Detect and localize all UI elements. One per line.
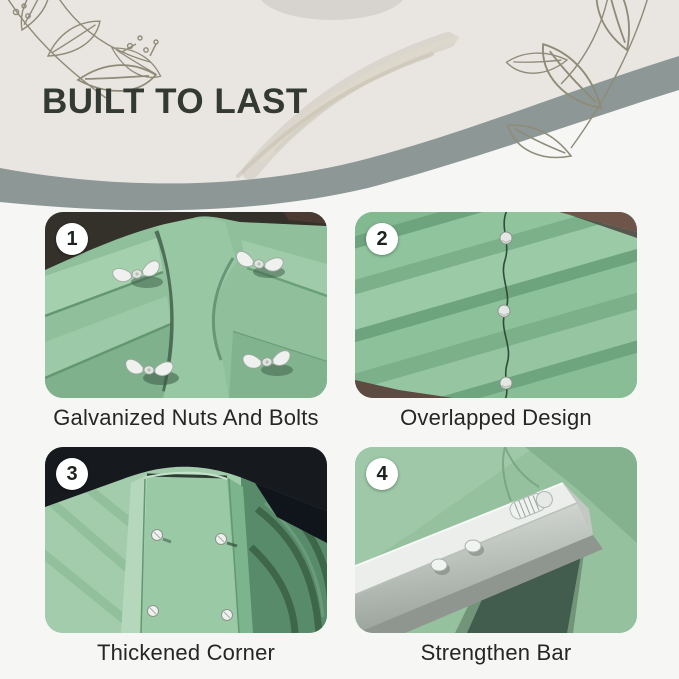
screw-icon (222, 610, 233, 621)
feature-number-badge: 2 (366, 223, 398, 255)
page-title: BUILT TO LAST (42, 82, 308, 121)
feature-card-overlapped-design (355, 212, 637, 431)
feature-number-badge: 3 (56, 458, 88, 490)
feature-card-strengthen-bar (355, 447, 637, 666)
feature-caption: Strengthen Bar (420, 640, 572, 665)
feature-number-badge: 1 (56, 223, 88, 255)
screw-icon (148, 606, 159, 617)
feature-caption: Thickened Corner (96, 640, 276, 665)
screw-icon (500, 377, 512, 389)
feature-caption: Overlapped Design (400, 405, 592, 430)
header-background-art (0, 0, 679, 245)
feature-caption: Galvanized Nuts And Bolts (53, 405, 319, 430)
screw-icon (498, 305, 510, 317)
corner-bracket (121, 473, 253, 633)
feature-card-galvanized-nuts-and-bolts (45, 212, 327, 431)
feature-card-thickened-corner (45, 447, 327, 666)
feature-number-badge: 4 (366, 458, 398, 490)
screw-icon (500, 232, 512, 244)
